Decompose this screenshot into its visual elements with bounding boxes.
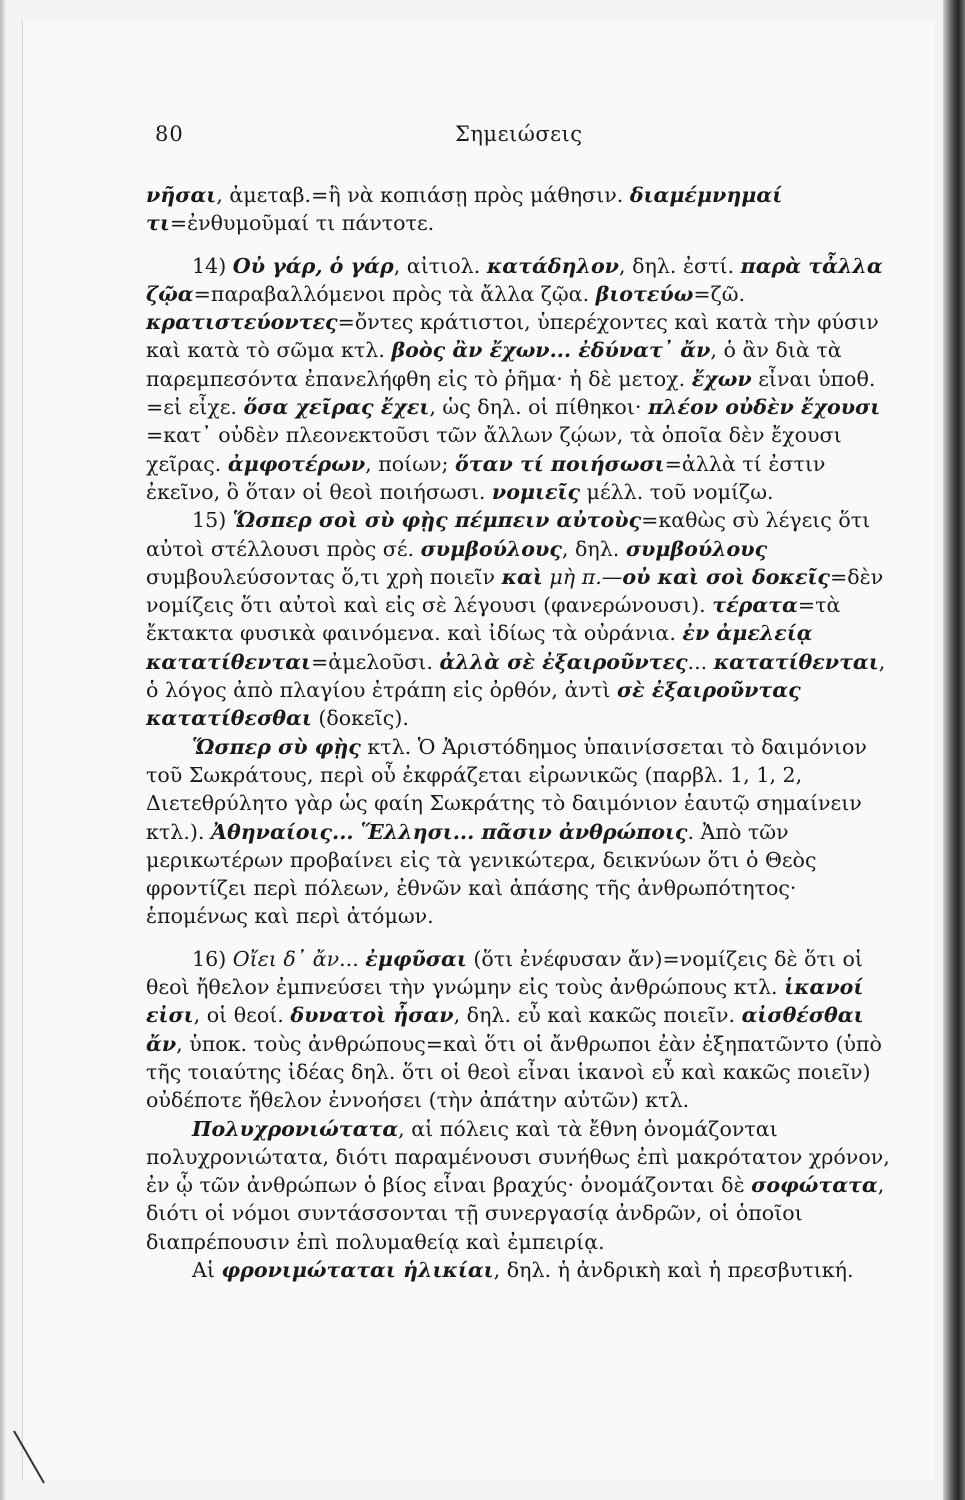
text-run: 16) (192, 946, 233, 971)
text-run: — (601, 564, 623, 589)
emphasized-term: ἀλλὰ σὲ ἐξαιροῦντες (439, 649, 688, 674)
text-run: (ὅτι ἐνέφυσαν ἄν)=νομίζεις δὲ ὅτι οἱ θεοὶ ἤθελον ἐμπνεύσει τὴν γνώμην εἰς τοὺς ἀνθρώπους κτλ. (146, 946, 863, 1000)
emphasized-term: φρονιμώταται ἡλικίαι (221, 1257, 494, 1282)
notes-body (146, 181, 894, 1284)
text-run: , αἱ πόλεις καὶ τὰ ἔθνη ὀνομάζονται πολυχρονιώτατα, διότι παραμένουσι συνήθως ἐπὶ μακρότατον χρόνον, ἐν ᾧ τῶν ἀνθρώπων ὁ βίος εἶναι βραχύς· ὀνομάζονται δὲ (146, 1116, 890, 1198)
paragraph-note-16-ages (146, 1256, 894, 1284)
text-run: , ὑποκ. τοὺς ἀνθρώπους=καὶ ὅτι οἱ ἄνθρωποι ἐὰν ἐξηπατῶντο (ὑπὸ τῆς τοιαύτης ἰδέας δηλ. ὅτι οἱ θεοὶ εἶναι ἱκανοὶ εὖ καὶ κακῶς ποιεῖν) οὐδέποτε ἤθελον ἐννοήσει (τὴν ἀπάτην αὐτῶν) κτλ. (146, 1031, 882, 1113)
emphasized-term: Ἀθηναίοις... Ἕλλησι... πᾶσιν ἀνθρώποις (211, 819, 688, 844)
text-run: μέλλ. τοῦ νομίζω. (580, 479, 774, 504)
emphasized-term: Ὥσπερ σοὶ σὺ φῂς πέμπειν αὐτοὺς (232, 508, 642, 533)
text-run: εἶναι ὑποθ. =εἰ εἶχε. (146, 366, 876, 420)
emphasized-term: αἰσθέσθαι ἄν (146, 1003, 864, 1056)
emphasized-term: νῆσαι (146, 183, 217, 207)
text-run: Αἱ (192, 1257, 222, 1282)
emphasized-term: καὶ (501, 564, 543, 589)
emphasized-term: σὲ ἐξαιροῦντας κατατίθεσθαι (146, 678, 801, 731)
paragraph-note-16-polychroniotata (146, 1115, 894, 1256)
text-run: , οἱ θεοί. (193, 1003, 291, 1028)
text-run: , δηλ. εὖ καὶ κακῶς ποιεῖν. (453, 1003, 742, 1028)
text-run: , δηλ. ἡ ἀνδρικὴ καὶ ἡ πρεσβυτική. (493, 1257, 854, 1282)
emphasized-term: τέρατα (712, 593, 798, 618)
emphasized-term: ὅσα χεῖρας ἔχει (243, 395, 430, 420)
scan-edge-right (943, 0, 965, 1500)
text-run: ... (339, 946, 366, 971)
emphasized-term: βιοτεύω (595, 281, 694, 306)
emphasized-term: ἔχων (691, 366, 752, 391)
text-run: , αἰτιολ. (393, 253, 487, 278)
emphasized-term: σοφώτατα (751, 1173, 878, 1198)
text-run: =κατ᾽ οὐδὲν πλεονεκτοῦσι τῶν ἄλλων ζῴων, τὰ ὁποῖα δὲν ἔχουσι χεῖρας. (146, 423, 842, 476)
text-run: =καθὼς σὺ λέγεις ὅτι αὐτοὶ στέλλουσι πρὸς σέ. (146, 508, 871, 561)
text-run: =δὲν νομίζεις ὅτι αὐτοὶ καὶ εἰς σὲ λέγουσι (φανερώνουσι). (146, 564, 884, 618)
text-run: =παραβαλλόμενοι πρὸς τὰ ἄλλα ζῷα. (193, 281, 596, 306)
emphasized-term: πλέον οὐδὲν ἔχουσι (647, 395, 881, 420)
text-run: =ζῶ. (693, 281, 746, 306)
emphasized-term: δυνατοὶ ἦσαν (290, 1003, 454, 1028)
paragraph-note-16 (146, 945, 894, 1115)
emphasized-term: κατάδηλον (486, 253, 619, 278)
text-run: =ὄντες κράτιστοι, ὑπερέχοντες καὶ κατὰ τὴν φύσιν καὶ κατὰ τὸ σῶμα κτλ. (146, 310, 879, 363)
emphasized-term: ἐν ἀμελείᾳ κατατίθενται (146, 621, 813, 674)
text-run: , διότι οἱ νόμοι συντάσσονται τῇ συνεργασίᾳ ἀνδρῶν, οἱ ὁποῖοι διαπρέπουσιν ἐπὶ πολυμαθείᾳ καὶ ἐμπειρίᾳ. (146, 1173, 885, 1254)
text-run: , δηλ. (561, 536, 626, 561)
paragraph-note-15 (146, 506, 894, 732)
emphasized-term: Οἴει δ᾽ ἄν (232, 946, 340, 971)
emphasized-term: ἱκανοί εἰσι (146, 975, 864, 1028)
paragraph-note-14 (146, 252, 894, 507)
text-run: =ἐνθυμοῦμαί τι πάντοτε. (169, 211, 435, 236)
emphasized-term: βοὸς ἂν ἔχων... ἐδύνατ᾽ ἄν (391, 338, 711, 363)
page-header (150, 112, 755, 152)
text-run: κτλ. Ὁ Ἀριστόδημος ὑπαινίσσεται τὸ δαιμόνιον τοῦ Σωκράτους, περὶ οὗ ἐκφράζεται εἰρωνικῶς (παρβλ. 1, 1, 2, Διετεθρύλητο γὰρ ὡς φαίη Σωκράτης τὸ δαιμόνιον ἑαυτῷ σημαίνειν κτλ.). (146, 734, 867, 844)
paragraph-continuation (146, 181, 894, 238)
text-run: συμβουλεύσοντας ὅ,τι χρὴ ποιεῖν (146, 564, 502, 589)
text-run: , δηλ. ἐστί. (618, 253, 741, 278)
text-run: 15) (192, 508, 233, 533)
emphasized-term: συμβούλους (625, 536, 768, 561)
text-run: =ἀλλὰ τί ἐστιν ἐκεῖνο, ὃ ὅταν οἱ θεοὶ ποιήσωσι. (146, 451, 826, 504)
text-run: ... (687, 649, 714, 674)
text-run: (δοκεῖς). (311, 706, 409, 731)
emphasized-term: συμβούλους (420, 536, 562, 561)
text-run: , ὁ λόγος ἀπὸ πλαγίου ἐτράπη εἰς ὀρθόν, ἀντὶ (146, 649, 886, 703)
text-run: . Ἀπὸ τῶν μερικωτέρων προβαίνει εἰς τὰ γενικώτερα, δεικνύων ὅτι ὁ Θεὸς φροντίζει περὶ πόλεων, ἐθνῶν καὶ ἁπάσης τῆς ἀνθρωπότητος· ἑπομένως καὶ περὶ ἀτόμων. (146, 819, 817, 929)
emphasized-term: Πολυχρονιώτατα (192, 1116, 399, 1141)
emphasized-term: οὐ καὶ σοὶ δοκεῖς (622, 564, 830, 589)
text-run: , ποίων; (365, 451, 456, 476)
scan-edge-left (0, 0, 6, 1500)
emphasized-term: Οὐ γάρ, ὁ γάρ (232, 253, 394, 278)
paragraph-note-15-daimonion (146, 733, 894, 931)
text-run: =ἀμελοῦσι. (311, 649, 440, 674)
text-run: =τὰ ἔκτακτα φυσικὰ φαινόμενα. καὶ ἰδίως τὰ οὐράνια. (146, 593, 841, 646)
emphasized-term: νομιεῖς (491, 479, 581, 504)
emphasized-term: κατατίθενται (713, 649, 879, 674)
text-run: , ἀμεταβ.=ἢ νὰ κοπιάσῃ πρὸς μάθησιν. (216, 183, 630, 207)
emphasized-term: κρατιστεύοντες (146, 310, 338, 335)
emphasized-term: μὴ π. (549, 564, 602, 589)
text-run: 14) (192, 253, 233, 278)
emphasized-term: ἀμφοτέρων (227, 451, 366, 476)
text-run: , ὡς δηλ. οἱ πίθηκοι· (429, 395, 648, 420)
emphasized-term: Ὥσπερ σὺ φῂς (192, 734, 361, 759)
emphasized-term: παρὰ τἆλλα ζῷα (146, 253, 883, 306)
emphasized-term: διαμέμνημαί τι (146, 183, 783, 236)
text-run: , ὁ ἂν διὰ τὰ παρεμπεσόντα ἐπανελήφθη εἰς τὸ ῥῆμα· ἡ δὲ μετοχ. (146, 338, 842, 391)
running-head: Σημειώσεις (455, 122, 583, 146)
page-number: 80 (155, 122, 184, 146)
emphasized-term: ὅταν τί ποιήσωσι (455, 451, 665, 476)
emphasized-term: ἐμφῦσαι (365, 946, 467, 971)
